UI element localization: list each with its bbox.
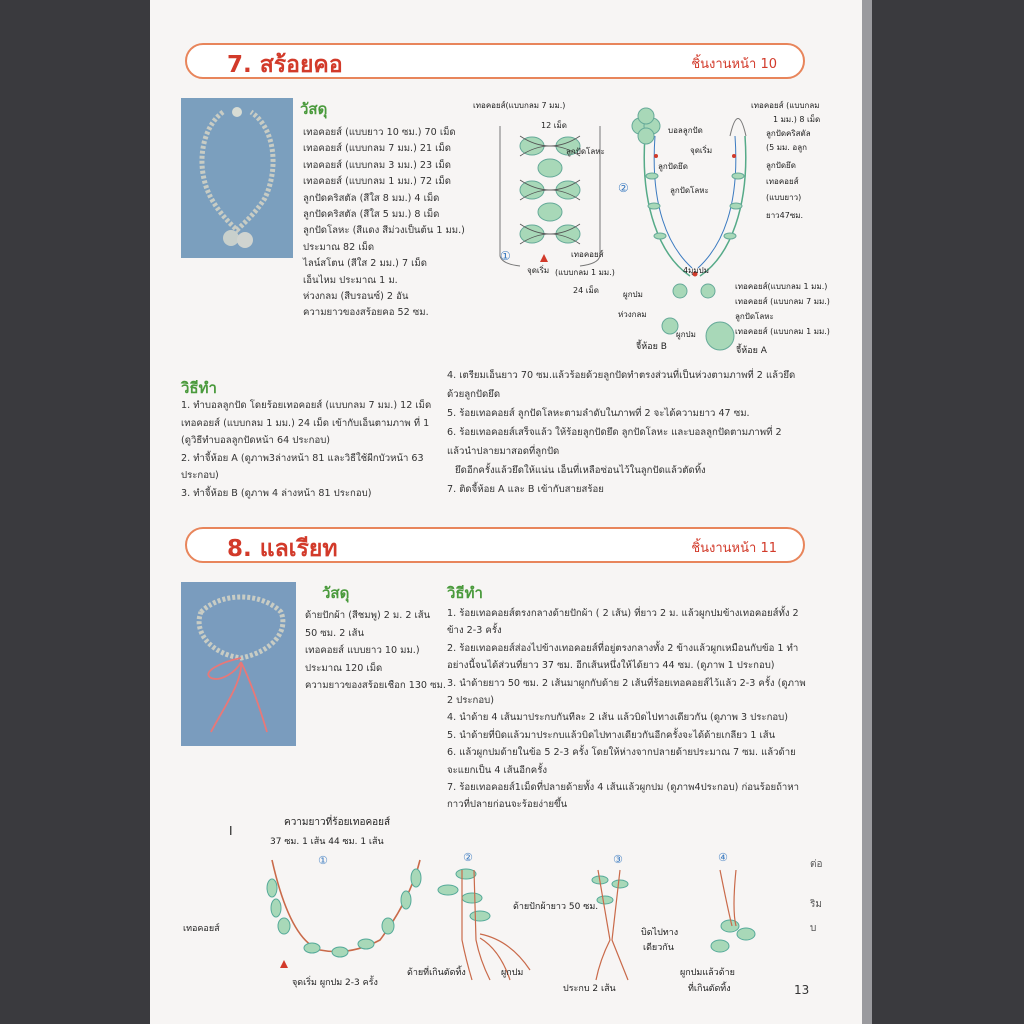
page-number: 13 [794,983,810,997]
step-line: อย่างนี้จนได้ส่วนที่ยาว 37 ซม. อีกเส้นหนึ่งให้ได้ยาว 44 ซม. (ดูภาพ 1 ประกอบ) [447,660,775,672]
material-item: ความยาวของสร้อยเชือก 130 ซม. [305,680,446,692]
d2-number: ② [618,181,629,195]
material-item: เทอคอยส์ (แบบกลม 1 มม.) 72 เม็ด [303,176,451,188]
side-fragment: ต่อ [810,859,823,870]
step-line: 6. แล้วผูกปมด้ายในข้อ 5 2-3 ครั้ง โดยให้ห่างจากปลายด้ายประมาณ 7 ซม. แล้วด้าย [447,747,796,759]
step-line: 3. ทำจี้ห้อย B (ดูภาพ 4 ล่างหน้า 81 ประกอบ) [181,487,372,499]
section8-materials-list [305,607,446,695]
d2-rb3: ลูกปัดโลหะ [735,312,774,321]
section7-page-ref: ชิ้นงานหน้า 10 [691,57,777,72]
section8-materials-heading: วัสดุ [322,584,350,602]
lariat-knot-label: ผูกปม [501,968,524,978]
section8-method-heading: วิธีทำ [447,584,483,602]
step-line: (ดูวิธีทำบอลลูกปัดหน้า 64 ประกอบ) [181,435,331,447]
material-item: 50 ซม. 2 เส้น [305,627,365,639]
lariat-twist-label-1: บิดไปทาง [641,928,679,938]
d1-size-label: (แบบกลม 1 มม.) [555,268,615,277]
d2-r2: 1 มม.) 8 เม็ด [773,115,821,124]
step-line: 2. ร้อยเทอคอยส์ส่องไปข้างเทอคอยส์ที่อยู่ตรงกลางทั้ง 2 ข้างแล้วผูกเหมือนกับข้อ 1 ทำ [447,642,799,654]
d1-count-label: 12 เม็ด [541,121,567,130]
lariat-final-label-1: ผูกปมแล้วด้าย [680,968,735,978]
d2-rb4: เทอคอยส์ (แบบกลม 1 มม.) [735,327,830,336]
step-line: กาวที่ปลายก่อนจะร้อยง่ายขึ้น [447,799,568,811]
d2-knot2-label: ผูกปม [676,330,696,339]
d1-number: ① [500,249,511,263]
material-item: ประมาณ 82 เม็ด [303,241,375,253]
section7-materials-heading: วัสดุ [300,100,328,118]
step-line: เทอคอยส์ (แบบกลม 1 มม.) 24 เม็ด เข้ากับเอ็นตามภาพ ที่ 1 [181,417,430,429]
step-line: 5. นำด้ายที่บิดแล้วมาประกบแล้วบิดไปทางเดียวกันอีกครั้งจะได้ด้ายเกลียว 1 เส้น [447,729,776,741]
section7-header [185,43,805,79]
material-item: เอ็นไหม ประมาณ 1 ม. [303,274,398,286]
material-item: เทอคอยส์ (แบบกลม 7 มม.) 21 เม็ด [303,143,451,155]
step-line: 5. ร้อยเทอคอยส์ ลูกปัดโลหะตามลำดับในภาพที่ 2 จะได้ความยาว 47 ซม. [447,408,750,419]
step-line: ยึดอีกครั้งแล้วยึดให้แน่น เอ็นที่เหลือซ่อนไว้ในลูกปัดแล้วตัดทิ้ง [455,465,706,476]
side-fragment: บ [810,923,817,934]
step-line: 6. ร้อยเทอคอยส์เสร็จแล้ว ให้ร้อยลูกปัดยึด ลูกปัดโลหะ และบอลลูกปัดตามภาพที่ 2 [447,427,782,438]
step-line: 3. นำด้ายยาว 50 ซม. 2 เส้นมาผูกกับด้าย 2 เส้นที่ร้อยเทอคอยส์ไว้แล้ว 2-3 ครั้ง (ดูภาพ [447,677,806,689]
lariat-step4-number: ④ [718,851,728,864]
section8-diagram-marker: I [229,824,233,838]
material-item: ความยาวของสร้อยคอ 52 ซม. [303,307,429,319]
lariat-final-label-2: ที่เกินตัดทิ้ง [688,984,731,994]
lariat-step1-number: ① [318,854,328,867]
d2-start-label: จุดเริ่ม [690,146,713,155]
lariat-pair-label: ประกบ 2 เส้น [563,984,616,994]
step-line: 4. เตรียมเอ็นยาว 70 ซม.แล้วร้อยด้วยลูกปัดทำตรงส่วนที่เป็นห่วงตามภาพที่ 2 แล้วยึด [447,370,796,381]
material-item: ลูกปัดคริสตัล (สีใส 5 มม.) 8 เม็ด [303,209,440,221]
step-line: จะแยกเป็น 4 เส้นอีกครั้ง [447,764,548,776]
d2-pendant-a: จี้ห้อย A [736,346,767,356]
d2-anchor-label: ลูกปัดยึด [658,162,688,171]
d2-rb2: เทอคอยส์ (แบบกลม 7 มม.) [735,297,830,306]
lariat-turquoise-label: เทอคอยส์ [183,924,220,934]
necklace-photo [181,98,293,258]
side-fragment: ริม [810,899,822,910]
lariat-twist-label-2: เดียวกัน [643,943,674,953]
lariat-photo [181,582,296,746]
lariat-length-values: 37 ซม. 1 เส้น 44 ซม. 1 เส้น [270,837,384,847]
d2-pendant-b: จี้ห้อย B [636,342,667,352]
step-line: 1. ทำบอลลูกปัด โดยร้อยเทอคอยส์ (แบบกลม 7 มม.) 12 เม็ด [181,400,432,411]
section8-title: 8. แลเรียท [227,536,338,562]
section7-method-right [447,366,795,499]
lariat-thread50-label: ด้ายปักผ้ายาว 50 ซม. [513,902,599,912]
step-line: 1. ร้อยเทอคอยส์ตรงกลางด้ายปักผ้า ( 2 เส้น) ที่ยาว 2 ม. แล้วผูกปมข้างเทอคอยส์ทั้ง 2 [447,608,799,619]
d2-ball-label: บอลลูกปัด [668,126,703,135]
d2-ring-label: ห่วงกลม [618,310,647,319]
section7-method-heading: วิธีทำ [181,379,217,397]
step-line: 2 ประกอบ) [447,695,494,707]
d1-count2-label: 24 เม็ด [573,286,599,295]
step-line: 7. ติดจี้ห้อย A และ B เข้ากับสายสร้อย [447,484,604,495]
material-item: เทอคอยส์ (แบบกลม 3 มม.) 23 เม็ด [303,159,451,171]
step-line: 2. ทำจี้ห้อย A (ดูภาพ3ล่างหน้า 81 และวิธีใช้ผีกบัวหน้า 63 [181,452,424,464]
material-item: ด้ายปักผ้า (สีชมพู) 2 ม. 2 เส้น [305,610,431,621]
d2-rb1: เทอคอยส์(แบบกลม 1 มม.) [735,282,828,291]
material-item: ลูกปัดคริสตัล (สีใส 8 มม.) 4 เม็ด [303,192,440,204]
step-line: ด้วยลูกปัดยึด [447,389,501,400]
d2-r4: (5 มม. อลูก [766,143,807,152]
lariat-cut-thread-label: ด้ายที่เกินตัดทิ้ง [407,968,466,978]
section8-page-ref: ชิ้นงานหน้า 11 [691,541,777,556]
d2-r7: (แบบยาว) [766,193,802,202]
step-line: 4. นำด้าย 4 เส้นมาประกบกันทีละ 2 เส้น แล้วบิดไปทางเดียวกัน (ดูภาพ 3 ประกอบ) [447,712,788,724]
lariat-start-knot-label: จุดเริ่ม ผูกปม 2-3 ครั้ง [292,978,378,988]
material-item: เทอคอยส์ (แบบยาว 10 ซม.) 70 เม็ด [303,127,456,138]
material-item: ห่วงกลม (สีบรอนซ์) 2 อัน [303,291,409,303]
material-item: เทอคอยส์ แบบยาว 10 มม.) [305,645,420,657]
section7-method-left [181,397,431,503]
lariat-length-title: ความยาวที่ร้อยเทอคอยส์ [284,817,391,828]
section7-materials-list [303,125,465,322]
d1-start-label: จุดเริ่ม [527,266,550,275]
step-line: ข้าง 2-3 ครั้ง [447,625,502,637]
section8-method-list [447,605,806,814]
d2-metal-label: ลูกปัดโลหะ [670,186,709,195]
d2-r8: ยาว47ซม. [766,211,804,220]
book-spine [862,0,872,1024]
section7-title: 7. สร้อยคอ [227,52,343,78]
d1-turquoise-label: เทอคอยส์ [571,250,604,259]
d2-r5: ลูกปัดยึด [766,161,796,170]
section8-header [185,527,805,563]
d2-r1: เทอคอยส์ (แบบกลม [751,101,820,110]
step-line: 7. ร้อยเทอคอยส์1เม็ดที่ปลายด้ายทั้ง 4 เส้นแล้วผูกปม (ดูภาพ4ประกอบ) ก่อนร้อยถ้าหา [447,782,800,794]
d2-mid-label: 4มุมปม [683,266,709,275]
d2-knot-label: ผูกปม [623,290,643,299]
material-item: ลูกปัดโลหะ (สีแดง สีม่วงเป็นต้น 1 มม.) [303,225,465,237]
lariat-step2-number: ② [463,851,473,864]
d1-metal-label: ลูกปัดโลหะ [566,147,605,156]
lariat-step3-number: ③ [613,853,623,866]
d2-r3: ลูกปัดคริสตัล [766,129,811,138]
d2-r6: เทอคอยส์ [766,177,799,186]
material-item: ไลน์สโตน (สีใส 2 มม.) 7 เม็ด [303,258,427,270]
step-line: แล้วนำปลายมาสอดที่ลูกปัด [447,446,560,457]
d1-top-label: เทอคอยส์(แบบกลม 7 มม.) [473,101,566,110]
material-item: ประมาณ 120 เม็ด [305,662,383,674]
step-line: ประกอบ) [181,470,219,482]
